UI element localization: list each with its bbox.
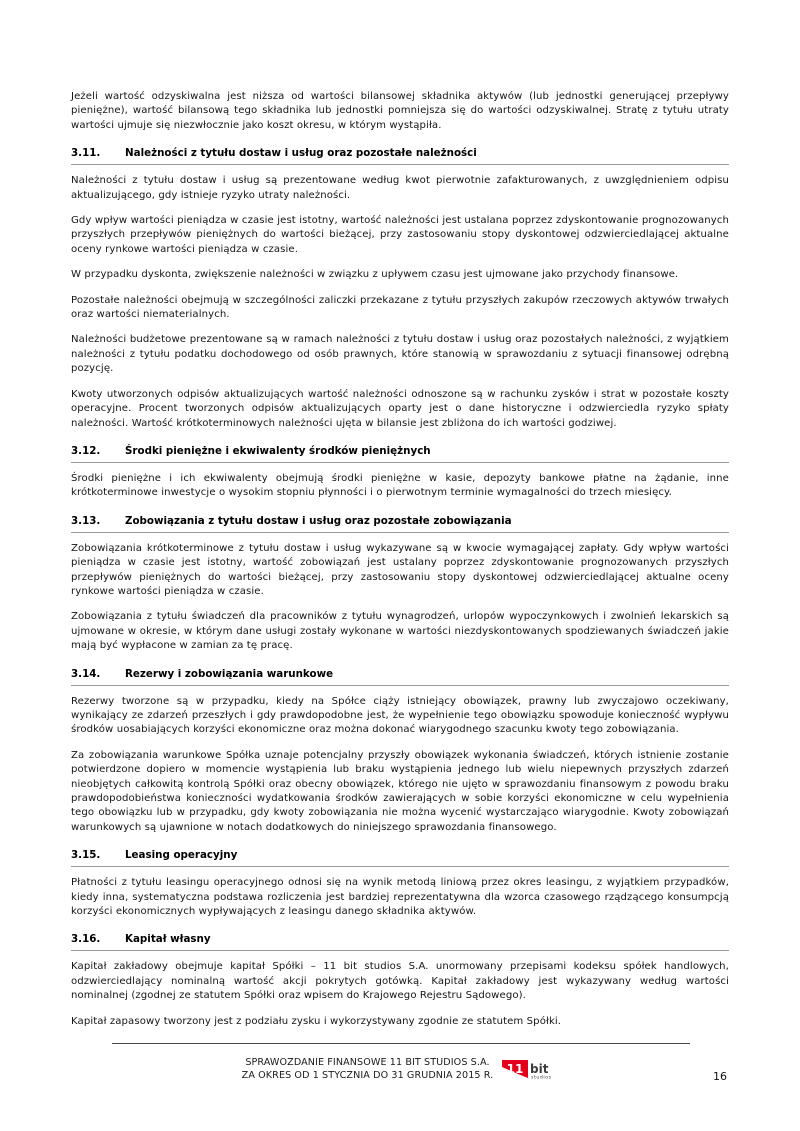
section-paragraph: Kapitał zapasowy tworzony jest z podziału zysku i wykorzystywany zgodnie ze statutem Spółki.	[71, 1015, 562, 1027]
section-3-15	[71, 848, 729, 919]
section-heading	[71, 146, 729, 165]
section-paragraph: Rezerwy tworzone są w przypadku, kiedy na Spółce ciąży istniejący obowiązek, prawny lub zwyczajowo oczekiwany, wynikający ze zdarzeń przeszłych i gdy prawdopodobne jest, że wypełnienie tego obowiązku spowoduje konieczność wypływu środków uosabiających korzyści ekonomiczne oraz można dokonać wiarygodnego szacunku kwoty tego zobowiązania.	[71, 695, 729, 736]
section-heading	[71, 514, 729, 533]
section-title: Zobowiązania z tytułu dostaw i usług oraz pozostałe zobowiązania	[125, 514, 512, 527]
section-paragraph: Zobowiązania z tytułu świadczeń dla pracowników z tytułu wynagrodzeń, urlopów wypoczynkowych i zwolnień lekarskich są ujmowane w okresie, w którym dane usługi zostały wykonane w wartości niezdyskontowanych spodziewanych świadczeń jakie mają być wypłacone w zamian za tę pracę.	[71, 611, 729, 652]
section-number: 3.11.	[71, 147, 101, 160]
section-paragraph: Pozostałe należności obejmują w szczególności zaliczki przekazane z tytułu przyszłych zakupów rzeczowych aktywów trwałych oraz wartości niematerialnych.	[71, 294, 729, 321]
section-paragraph: Należności budżetowe prezentowane są w ramach należności z tytułu dostaw i usług oraz pozostałych należności, z wyjątkiem należności z tytułu podatku dochodowego od osób prawnych, które stanowią w sprawozdaniu z sytuacji finansowej odrębną pozycję.	[71, 334, 729, 375]
section-title: Należności z tytułu dostaw i usług oraz pozostałe należności	[125, 147, 477, 160]
footer-line-2: ZA OKRES OD 1 STYCZNIA DO 31 GRUDNIA 2015 R.	[241, 1069, 494, 1081]
section-paragraph: Środki pieniężne i ich ekwiwalenty obejmują środki pieniężne w kasie, depozyty bankowe płatne na żądanie, inne krótkoterminowe inwestycje o wysokim stopniu płynności i o pierwotnym terminie wymagalności do trzech miesięcy.	[71, 472, 729, 499]
company-logo	[502, 1058, 558, 1082]
section-paragraph: Zobowiązania krótkoterminowe z tytułu dostaw i usług wykazywane są w kwocie wymagającej zapłaty. Gdy wpływ wartości pieniądza w czasie jest istotny, wartość zobowiązań jest ustalany poprzez zdyskontowanie prognozowanych przyszłych przepływów pieniężnych do wartości bieżącej, przy zastosowaniu stopy dyskontowej odzwierciedlającej aktualne oceny rynkowe wartości pieniądza w czasie.	[71, 542, 729, 597]
intro-paragraph: Jeżeli wartość odzyskiwalna jest niższa od wartości bilansowej składnika aktywów (lub jednostki generującej przepływy pieniężne), wartość bilansową tego składnika lub jednostki pomniejsza się do wartości odzyskiwalnej. Stratę z tytułu utraty wartości ujmuje się niezwłocznie jako koszt okresu, w którym wystąpiła.	[71, 91, 729, 131]
section-paragraph: W przypadku dyskonta, zwiększenie należności w związku z upływem czasu jest ujmowane jako przychody finansowe.	[71, 269, 679, 281]
section-paragraph: Gdy wpływ wartości pieniądza w czasie jest istotny, wartość należności jest ustalana poprzez zdyskontowanie prognozowanych przyszłych przepływów pieniężnych do wartości bieżącej, przy zastosowaniu stopy dyskontowej odzwierciedlającej aktualne oceny rynkowe wartości pieniądza w czasie.	[71, 215, 729, 255]
section-heading	[71, 444, 729, 463]
section-number: 3.15.	[71, 849, 101, 862]
footer-divider	[112, 1043, 690, 1044]
page-footer	[0, 1043, 800, 1131]
section-heading	[71, 932, 729, 951]
section-paragraph: Kapitał zakładowy obejmuje kapitał Spółki – 11 bit studios S.A. unormowany przepisami kodeksu spółek handlowych, odzwierciedlający nominalną wartość akcji pokrytych gotówką. Kapitał zakładowy jest wykazywany według wartości nominalnej (zgodnej ze statutem Spółki oraz wpisem do Krajowego Rejestru Sądowego).	[71, 961, 729, 1002]
section-number: 3.16.	[71, 933, 101, 946]
section-heading	[71, 667, 729, 686]
page-content	[71, 90, 729, 1029]
footer-content	[0, 1057, 800, 1082]
section-title: Środki pieniężne i ekwiwalenty środków pieniężnych	[125, 444, 431, 457]
sections-container	[71, 146, 729, 1029]
section-3-16	[71, 932, 729, 1029]
svg-text:11: 11	[506, 1062, 524, 1076]
section-3-14	[71, 667, 729, 836]
section-title: Rezerwy i zobowiązania warunkowe	[125, 667, 334, 680]
section-heading	[71, 848, 729, 867]
section-number: 3.12.	[71, 444, 101, 457]
section-number: 3.14.	[71, 667, 101, 680]
section-3-11	[71, 146, 729, 431]
section-number: 3.13.	[71, 514, 101, 527]
footer-text	[242, 1057, 494, 1082]
svg-text:bit: bit	[530, 1062, 549, 1076]
section-3-13	[71, 514, 729, 654]
section-3-12	[71, 444, 729, 501]
section-title: Kapitał własny	[125, 933, 211, 946]
section-paragraph: Płatności z tytułu leasingu operacyjnego odnosi się na wynik metodą liniową przez okres leasingu, z wyjątkiem przypadków, kiedy inna, systematyczna podstawa rozliczenia jest bardziej reprezentatywna dla wzorca czasowego rządzącego konsumpcją korzyści ekonomicznych wypływających z leasingu danego składnika aktywów.	[71, 877, 729, 918]
svg-text:studios: studios	[531, 1075, 553, 1081]
section-paragraph: Kwoty utworzonych odpisów aktualizujących wartość należności odnoszone są w rachunku zysków i strat w pozostałe koszty operacyjne. Procent tworzonych odpisów aktualizujących oparty jest o dane historyczne i odzwierciedla ryzyko spłaty należności. Wartość krótkoterminowych należności ujęta w bilansie jest zbliżona do ich wartości godziwej.	[71, 388, 729, 429]
footer-line-1: SPRAWOZDANIE FINANSOWE 11 BIT STUDIOS S.A.	[245, 1057, 490, 1068]
page-number: 16	[713, 1070, 727, 1083]
section-paragraph: Należności z tytułu dostaw i usług są prezentowane według kwot pierwotnie zafakturowanych, z uwzględnieniem odpisu aktualizującego, gdy istnieje ryzyko utraty należności.	[71, 175, 729, 201]
section-paragraph: Za zobowiązania warunkowe Spółka uznaje potencjalny przyszły obowiązek wykonania świadczeń, których istnienie zostanie potwierdzone dopiero w momencie wystąpienia lub braku wystąpienia jednego lub wielu niepewnych przyszłych zdarzeń nieobjętych całkowitą kontrolą Spółki oraz obecny obowiązek, którego nie ujęto w sprawozdaniu finansowym z powodu braku prawdopodobieństwa konieczności wydatkowania środków zawierających w sobie korzyści ekonomiczne w celu wypełnienia tego obowiązku lub w przypadku, gdy kwoty zobowiązania nie można wycenić wystarczająco wiarygodnie. Kwoty zobowiązań warunkowych są ujawnione w notach dodatkowych do niniejszego sprawozdania finansowego.	[71, 749, 729, 833]
section-title: Leasing operacyjny	[125, 849, 238, 862]
